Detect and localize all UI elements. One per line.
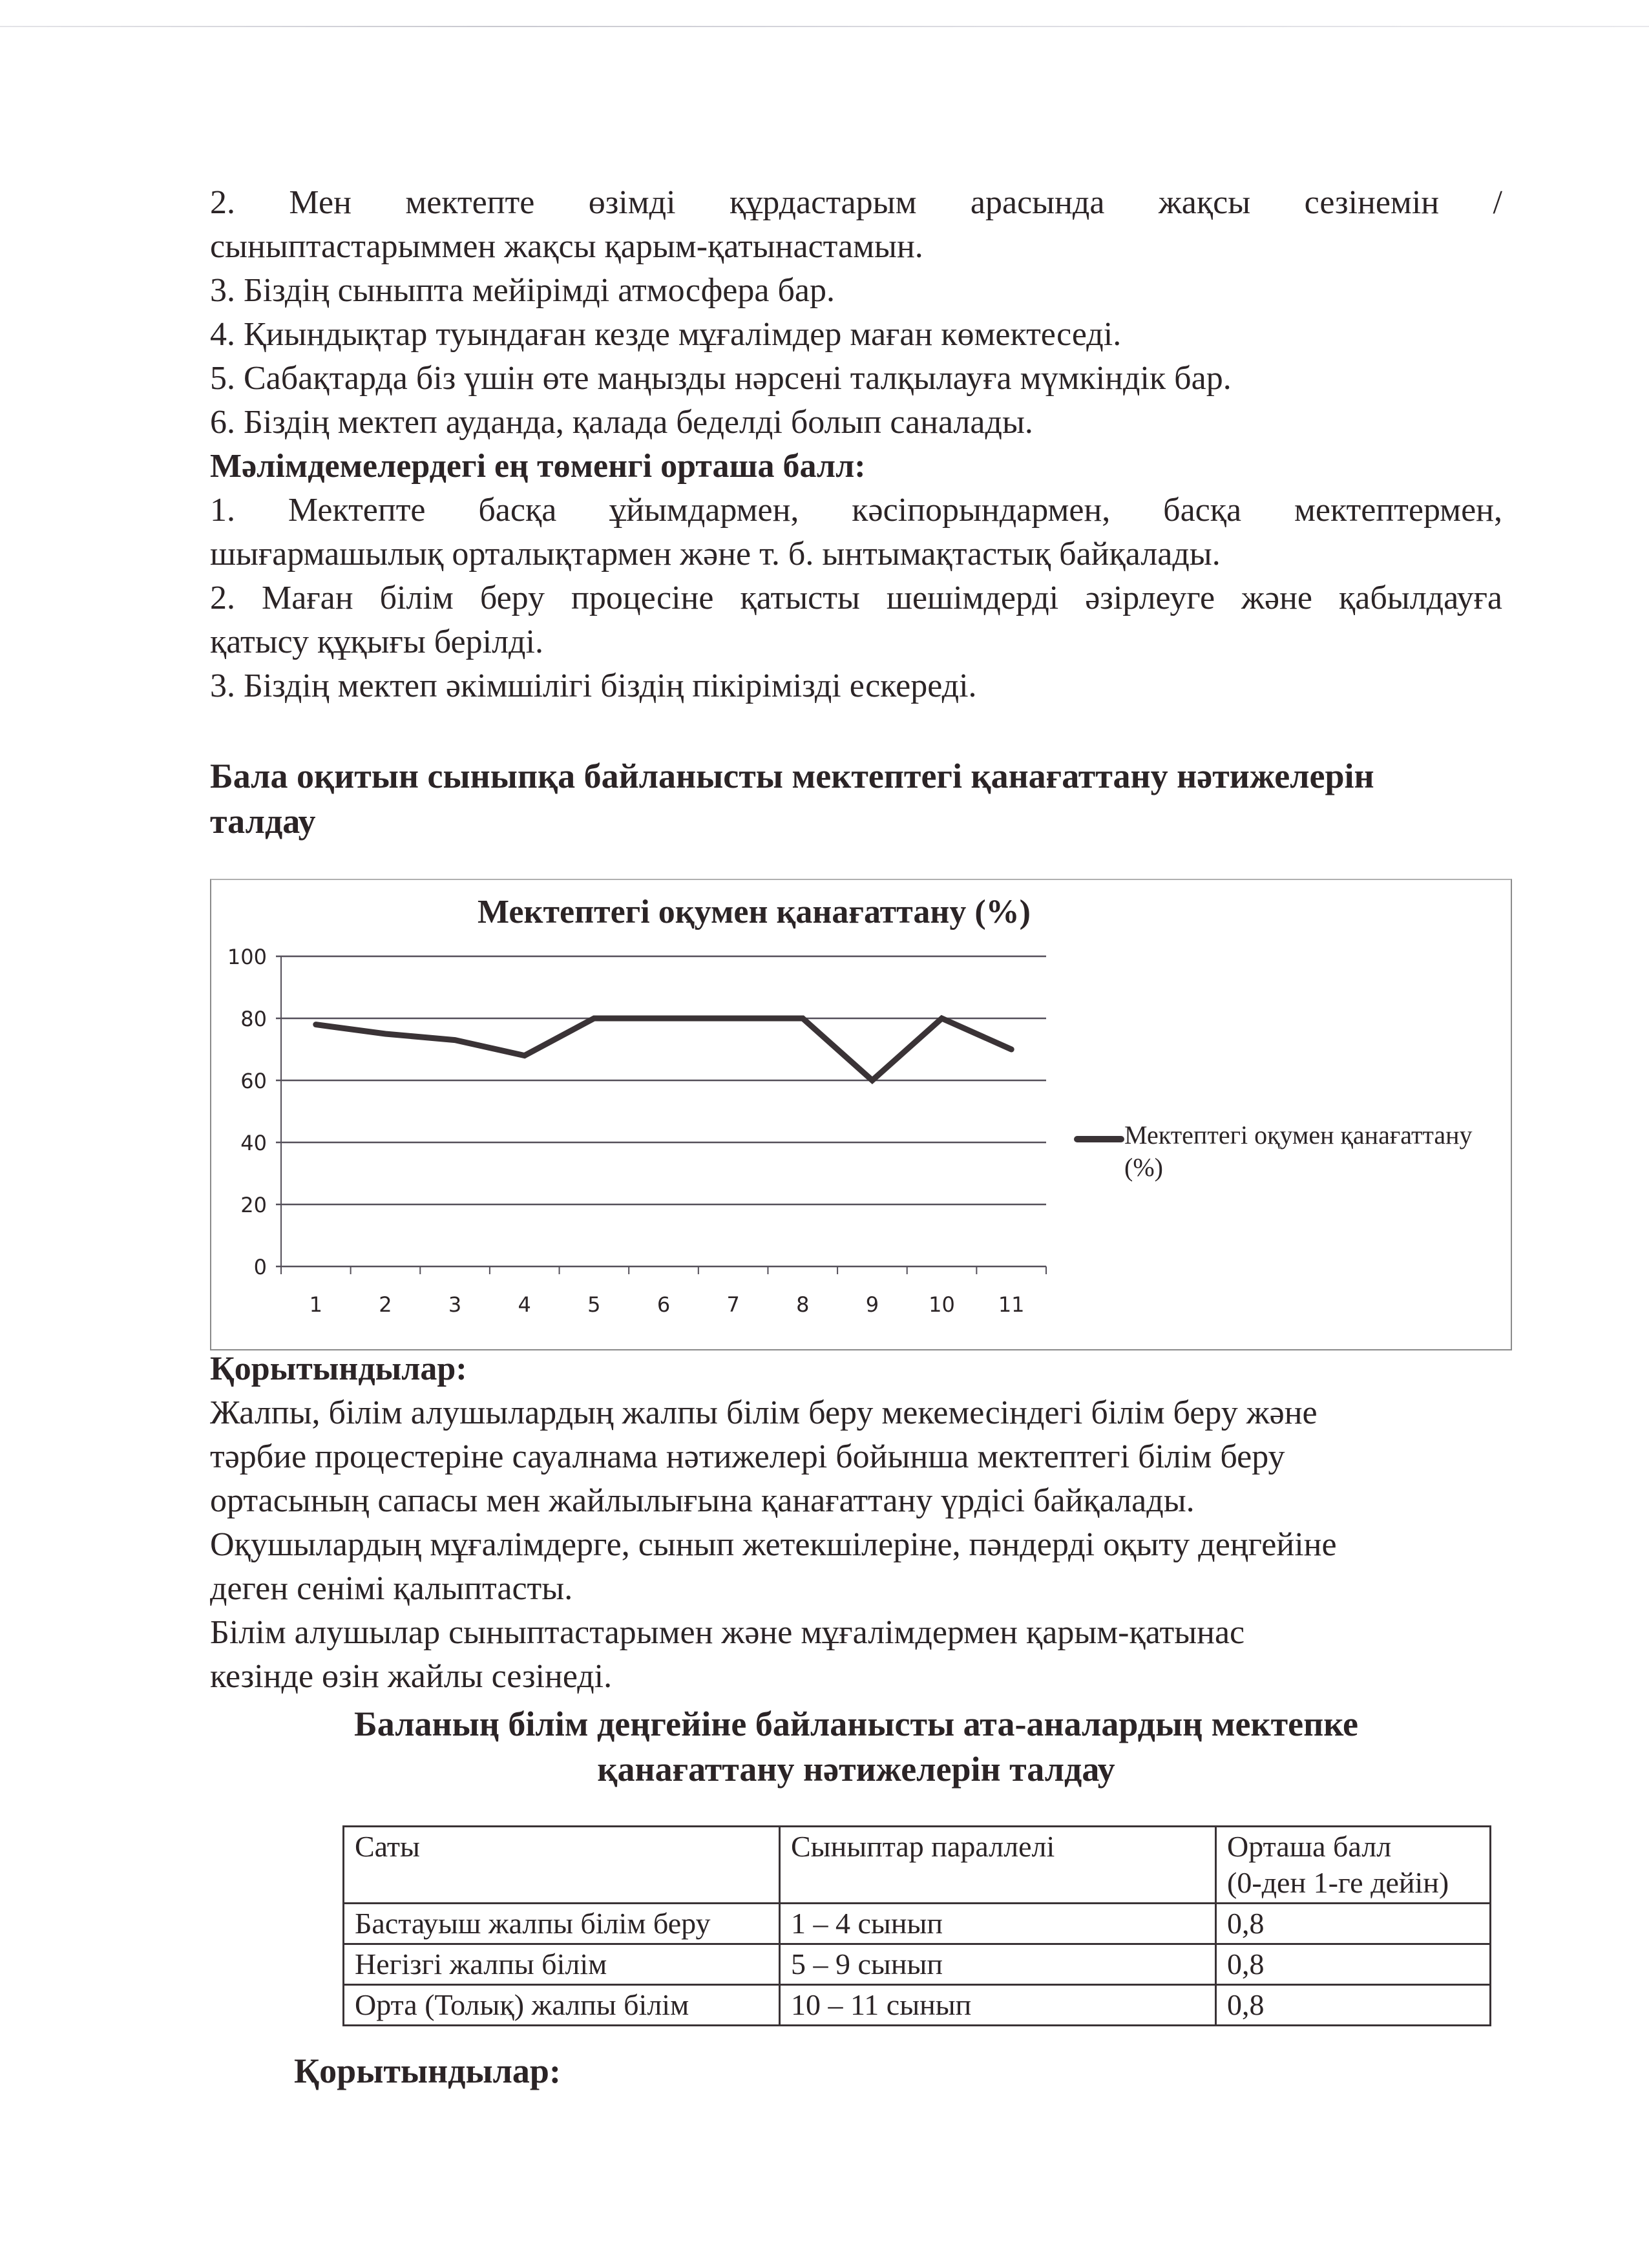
header-cell: Сыныптар параллелі [780,1827,1216,1904]
cell: 0,8 [1216,1985,1491,2026]
chart-plot-area [211,880,1513,1352]
paragraph-line: кезінде өзін жайлы сезінеді. [210,1658,613,1695]
cell: 10 – 11 сынып [780,1985,1216,2026]
paragraph-line: ортасының сапасы мен жайлылығына қанағаттану үрдісі байқалады. [210,1482,1195,1519]
satisfaction-table [342,1825,1491,2026]
x-tick-label: 10 [929,1292,955,1317]
y-tick-label: 20 [240,1193,267,1217]
x-tick-label: 11 [998,1292,1025,1317]
y-tick-label: 80 [240,1007,267,1031]
cell: Негізгі жалпы білім [344,1944,780,1985]
paragraph-line: деген сенімі қалыптасты. [210,1570,573,1607]
section-heading: Баланың білім деңгейіне байланысты ата-аналардың мектепке [354,1705,1358,1743]
paragraph-line: Білім алушылар сыныптастарымен және мұғалімдермен қарым-қатынас [210,1614,1245,1651]
table-row [344,1904,1491,1944]
list-item: 2. Маған білім беру процесіне қатысты шешімдерді әзірлеуге және қабылдауға [210,580,1502,616]
header-cell: Орташа балл (0-ден 1-ге дейін) [1216,1827,1491,1904]
document-body [210,181,1502,844]
lowest-score-heading: Мәлімдемелердегі ең төменгі орташа балл: [210,448,866,485]
list-item: 2. Мен мектепте өзімді құрдастарым арасында жақсы сезінемін / [210,184,1502,221]
paragraph-line: Жалпы, білім алушылардың жалпы білім беру мекемесіндегі білім беру және [210,1394,1318,1431]
list-item: шығармашылық орталықтармен және т. б. ынтымақтастық байқалады. [210,536,1221,572]
conclusions-heading: Қорытындылар: [294,2052,561,2090]
conclusions-heading: Қорытындылар: [210,1350,467,1387]
list-item: 1. Мектепте басқа ұйымдармен, кәсіпорындармен, басқа мектептермен, [210,492,1502,529]
y-tick-label: 60 [240,1069,267,1093]
conclusions-section-2 [294,2048,561,2094]
cell: 0,8 [1216,1904,1491,1944]
list-item: 4. Қиындықтар туындаған кезде мұғалімдер маған көмектеседі. [210,316,1122,353]
cell: 1 – 4 сынып [780,1904,1216,1944]
paragraph-line: Оқушылардың мұғалімдерге, сынып жетекшілеріне, пәндерді оқыту деңгейіне [210,1526,1337,1563]
section-heading-cont: қанағаттану нәтижелерін талдау [597,1750,1115,1789]
conclusions-section [210,1347,1502,1792]
header-cell: Саты [344,1827,780,1904]
list-item: 6. Біздің мектеп ауданда, қалада беделді болып саналады. [210,404,1033,441]
list-item: 3. Біздің мектеп әкімшілігі біздің пікірімізді ескереді. [210,667,977,704]
series-line [316,1018,1011,1080]
section-heading: Бала оқитын сыныпқа байланысты мектептегі қанағаттану нәтижелерін [210,757,1374,795]
cell: Бастауыш жалпы білім беру [344,1904,780,1944]
y-tick-label: 40 [240,1131,267,1155]
x-tick-label: 2 [379,1292,392,1317]
legend-label: Мектептегі оқумен қанағаттану (%) [1124,1120,1473,1182]
paragraph-line: тәрбие процестеріне сауалнама нәтижелері бойынша мектептегі білім беру [210,1438,1285,1475]
table-row [344,1944,1491,1985]
list-item: 5. Сабақтарда біз үшін өте маңызды нәрсені талқылауға мүмкіндік бар. [210,360,1232,397]
y-tick-label: 0 [253,1255,267,1279]
table-row [344,1985,1491,2026]
x-tick-label: 8 [796,1292,810,1317]
cell: 0,8 [1216,1944,1491,1985]
scan-edge-line [0,26,1649,27]
x-tick-label: 7 [726,1292,740,1317]
list-item: сыныптастарыммен жақсы қарым-қатынастамын. [210,228,923,265]
legend-line-swatch [1074,1136,1124,1142]
chart-title: Мектептегі оқумен қанағаттану (%) [478,894,1031,930]
x-tick-label: 3 [448,1292,462,1317]
list-item: 3. Біздің сыныпта мейірімді атмосфера бар. [210,272,835,309]
cell: Орта (Толық) жалпы білім [344,1985,780,2026]
x-tick-label: 4 [518,1292,531,1317]
y-tick-label: 100 [227,945,267,969]
x-tick-label: 5 [587,1292,601,1317]
x-tick-label: 1 [309,1292,322,1317]
cell: 5 – 9 сынып [780,1944,1216,1985]
line-chart [210,879,1512,1350]
chart-legend [1074,1119,1513,1184]
section-heading-cont: талдау [210,802,316,841]
x-tick-label: 9 [865,1292,879,1317]
x-tick-label: 6 [656,1292,671,1317]
list-item: қатысу құқығы берілді. [210,624,543,660]
table-header-row [344,1827,1491,1904]
